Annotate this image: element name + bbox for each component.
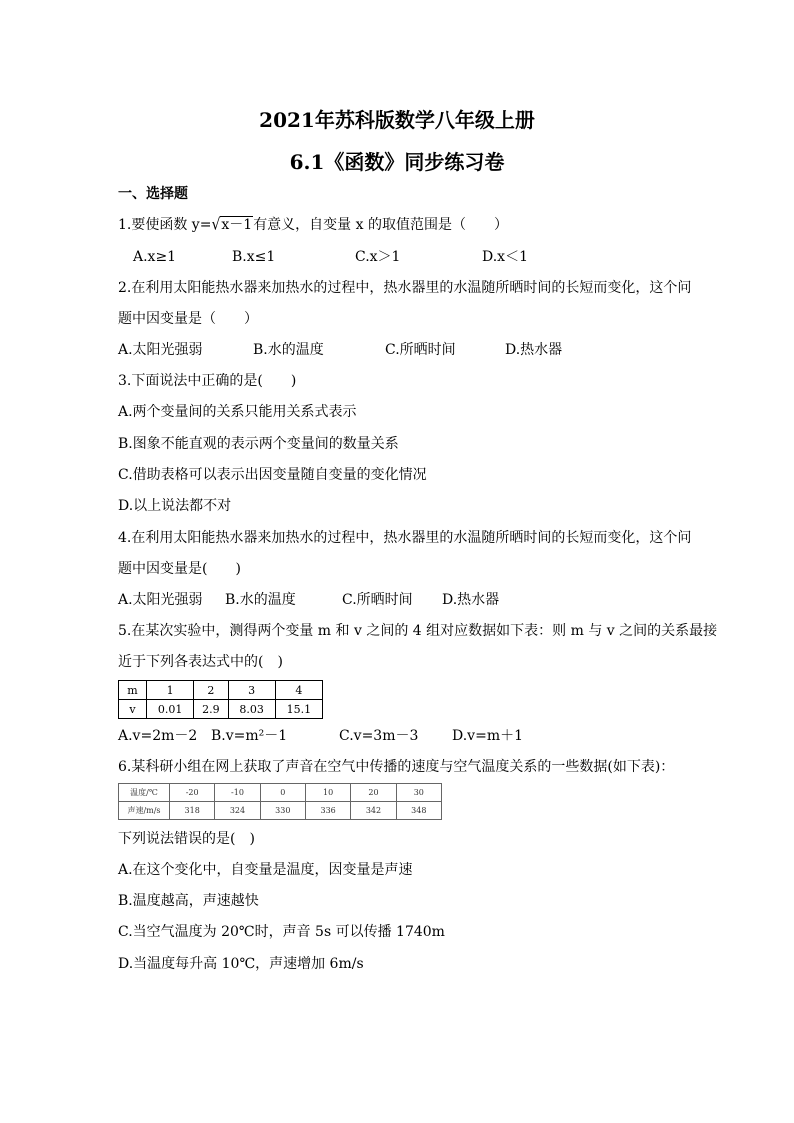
question-3-stem: 3.下面说法中正确的是( ) xyxy=(118,373,297,389)
q6-option-b: B.温度越高，声速越快 xyxy=(118,893,259,909)
q3-option-b: B.图象不能直观的表示两个变量间的数量关系 xyxy=(118,436,399,452)
q4-option-b: B.水的温度 xyxy=(225,592,296,608)
table-row xyxy=(119,681,323,700)
table-row xyxy=(119,802,442,820)
q6-data-table xyxy=(118,783,442,820)
q6-option-c: C.当空气温度为 20℃时，声音 5s 可以传播 1740m xyxy=(118,924,445,940)
q2-option-a: A.太阳光强弱 xyxy=(118,342,203,358)
q2-option-b: B.水的温度 xyxy=(253,342,324,358)
q3-option-c: C.借助表格可以表示出因变量随自变量的变化情况 xyxy=(118,467,427,483)
table-cell: 0 xyxy=(260,784,305,802)
table-cell: 1 xyxy=(147,681,194,700)
q1-stem-start: 1.要使函数 y= xyxy=(118,217,212,233)
table-cell: 温度/℃ xyxy=(119,784,170,802)
section-heading: 一、选择题 xyxy=(118,186,188,202)
radical-sign: √ xyxy=(211,215,221,235)
q4-option-a: A.太阳光强弱 xyxy=(118,592,203,608)
q5-option-d: D.v=m＋1 xyxy=(452,728,523,744)
table-row xyxy=(119,700,323,719)
q2-option-c: C.所晒时间 xyxy=(385,342,456,358)
q3-option-d: D.以上说法都不对 xyxy=(118,498,232,514)
q5-option-c: C.v=3m－3 xyxy=(339,728,419,744)
q5-data-table xyxy=(118,680,323,719)
table-cell: 348 xyxy=(396,802,441,820)
q1-stem-end: 有意义，自变量 x 的取值范围是（ ） xyxy=(253,217,508,233)
worksheet-subtitle: 6.1《函数》同步练习卷 xyxy=(289,150,505,174)
q1-option-d: D.x＜1 xyxy=(482,249,528,265)
q3-option-a: A.两个变量间的关系只能用关系式表示 xyxy=(118,404,357,420)
question-1-stem xyxy=(118,215,508,235)
table-cell: 15.1 xyxy=(275,700,322,719)
table-cell: 20 xyxy=(351,784,396,802)
table-cell: 336 xyxy=(305,802,350,820)
q6-option-d: D.当温度每升高 10℃，声速增加 6m/s xyxy=(118,956,364,972)
q1-option-c: C.x＞1 xyxy=(355,249,401,265)
question-2-line-2: 题中因变量是（ ） xyxy=(118,311,258,327)
table-cell: 2 xyxy=(194,681,228,700)
question-2-line-1: 2.在利用太阳能热水器来加热水的过程中，热水器里的水温随所晒时间的长短而变化，这个问 xyxy=(118,280,692,296)
table-cell: -10 xyxy=(215,784,260,802)
question-5-line-2: 近于下列各表达式中的( ) xyxy=(118,654,283,670)
table-cell: -20 xyxy=(170,784,215,802)
table-row xyxy=(119,784,442,802)
table-cell: 324 xyxy=(215,802,260,820)
table-cell: 30 xyxy=(396,784,441,802)
table-cell: 318 xyxy=(170,802,215,820)
q1-radicand: x－1 xyxy=(221,217,253,233)
question-5-line-1: 5.在某次实验中，测得两个变量 m 和 v 之间的 4 组对应数据如下表：则 m 与 v 之间的关系最接 xyxy=(118,623,718,639)
q1-option-a: A.x≥1 xyxy=(133,249,177,265)
worksheet-title: 2021年苏科版数学八年级上册 xyxy=(259,108,535,132)
table-cell: 2.9 xyxy=(194,700,228,719)
q1-option-b: B.x≤1 xyxy=(232,249,276,265)
question-4-line-1: 4.在利用太阳能热水器来加热水的过程中，热水器里的水温随所晒时间的长短而变化，这个问 xyxy=(118,530,692,546)
q2-option-d: D.热水器 xyxy=(505,342,563,358)
table-cell: 3 xyxy=(228,681,275,700)
table-cell: m xyxy=(119,681,147,700)
question-6-line-2: 下列说法错误的是( ) xyxy=(118,831,255,847)
q6-option-a: A.在这个变化中，自变量是温度，因变量是声速 xyxy=(118,862,413,878)
q4-option-c: C.所晒时间 xyxy=(342,592,413,608)
q5-option-a: A.v=2m－2 xyxy=(118,728,198,744)
table-cell: 330 xyxy=(260,802,305,820)
table-cell: 4 xyxy=(275,681,322,700)
question-4-line-2: 题中因变量是( ) xyxy=(118,561,241,577)
q4-option-d: D.热水器 xyxy=(442,592,500,608)
table-cell: 0.01 xyxy=(147,700,194,719)
table-cell: 8.03 xyxy=(228,700,275,719)
q5-option-b: B.v=m²－1 xyxy=(211,728,288,744)
table-cell: 声速/m/s xyxy=(119,802,170,820)
table-cell: v xyxy=(119,700,147,719)
table-cell: 10 xyxy=(305,784,350,802)
table-cell: 342 xyxy=(351,802,396,820)
question-6-line-1: 6.某科研小组在网上获取了声音在空气中传播的速度与空气温度关系的一些数据(如下表)： xyxy=(118,759,675,775)
